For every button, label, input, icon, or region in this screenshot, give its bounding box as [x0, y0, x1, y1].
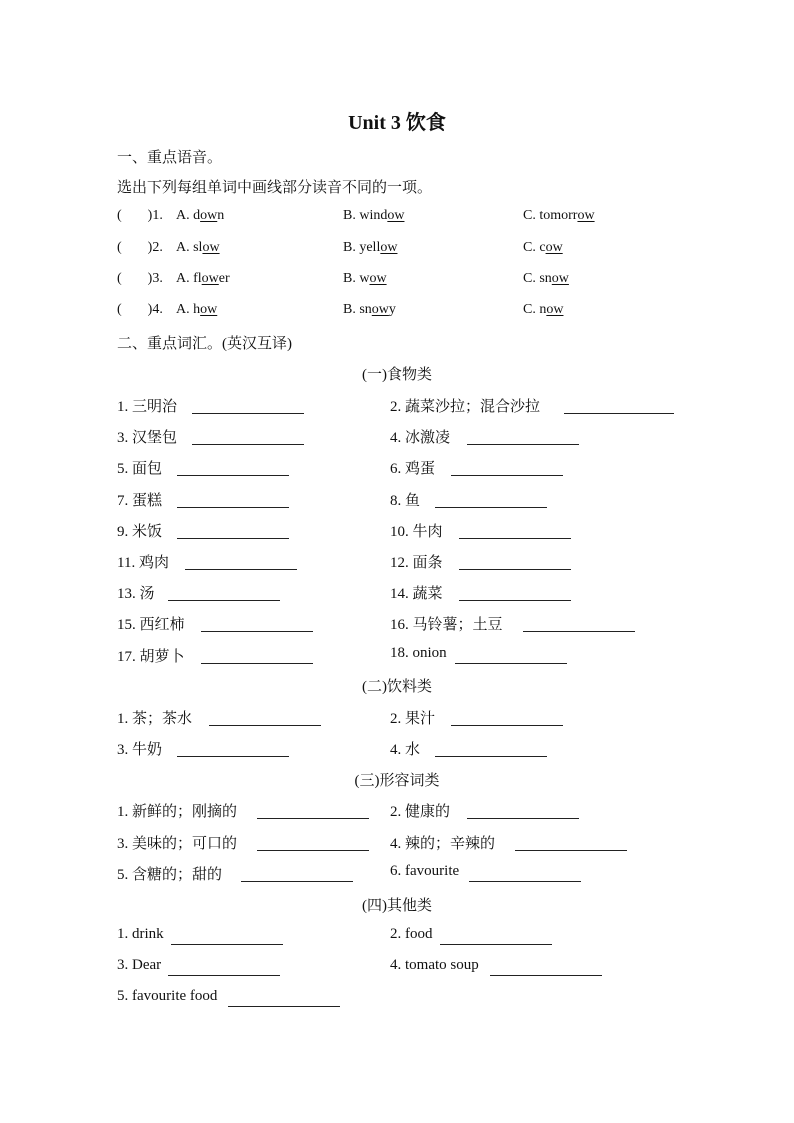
vocab-item-label: 4. tomato soup	[390, 957, 479, 973]
vocab-item-label: 4. 水	[390, 742, 421, 758]
option-c-underlined: ow	[551, 271, 569, 286]
question-number: )1.	[147, 208, 163, 223]
open-paren: (	[117, 208, 122, 223]
vocab-item-label: 9. 米饭	[117, 523, 163, 540]
option-a-underlined: ow	[202, 240, 220, 255]
vocab-item-label: 15. 西红柿	[117, 617, 185, 634]
option-a	[176, 208, 224, 224]
option-c-text: C. c	[523, 240, 546, 255]
option-c	[523, 271, 569, 287]
vocab-item-label: 11. 鸡肉	[117, 555, 169, 571]
section1-instruction: 选出下列每组单词中画线部分读音不同的一项。	[117, 180, 433, 196]
group-label-food: (一)食物类	[362, 367, 432, 383]
answer-bracket[interactable]	[117, 302, 163, 318]
option-b-underlined: ow	[369, 271, 387, 286]
answer-blank[interactable]	[209, 725, 321, 726]
option-b-text: B. w	[343, 271, 370, 286]
answer-blank[interactable]	[455, 663, 567, 664]
option-a	[176, 302, 217, 318]
answer-blank[interactable]	[459, 600, 571, 601]
option-a-underlined: ow	[200, 208, 218, 223]
option-c-text: C. sn	[523, 271, 552, 286]
answer-bracket[interactable]	[117, 208, 163, 224]
answer-blank[interactable]	[515, 850, 627, 851]
vocab-item-label: 1. 新鲜的；刚摘的	[117, 804, 238, 820]
option-b-text: B. wind	[343, 208, 388, 223]
vocab-item-label: 1. 茶；茶水	[117, 711, 193, 727]
answer-blank[interactable]	[257, 818, 369, 819]
vocab-item-label: 3. 美味的；可口的	[117, 835, 238, 852]
question-number: )3.	[147, 271, 163, 286]
answer-blank[interactable]	[467, 444, 579, 445]
option-a	[176, 240, 220, 256]
vocab-item-label: 4. 辣的；辛辣的	[390, 835, 496, 852]
answer-blank[interactable]	[177, 756, 289, 757]
answer-blank[interactable]	[440, 944, 552, 945]
option-c-underlined: ow	[577, 208, 595, 223]
option-b	[343, 302, 396, 318]
answer-blank[interactable]	[185, 569, 297, 570]
option-a-underlined: ow	[200, 302, 218, 317]
option-c	[523, 302, 563, 318]
vocab-item-label: 2. 蔬菜沙拉；混合沙拉	[390, 399, 541, 415]
answer-blank[interactable]	[228, 1006, 340, 1007]
group-label-adjectives: (三)形容词类	[354, 773, 440, 789]
question-number: )4.	[147, 302, 163, 317]
vocab-item-label: 6. favourite	[390, 863, 460, 879]
option-b-text: B. yell	[343, 240, 381, 255]
answer-blank[interactable]	[469, 881, 581, 882]
vocab-item-label: 1. 三明治	[117, 399, 178, 415]
option-a	[176, 271, 230, 287]
answer-bracket[interactable]	[117, 240, 163, 256]
option-a-text: A. fl	[176, 271, 202, 286]
option-b-text: B. sn	[343, 302, 372, 317]
vocab-item-label: 8. 鱼	[390, 492, 421, 509]
open-paren: (	[117, 240, 122, 255]
answer-blank[interactable]	[451, 475, 563, 476]
answer-blank[interactable]	[177, 507, 289, 508]
vocab-item-label: 2. 健康的	[390, 804, 451, 820]
answer-blank[interactable]	[177, 475, 289, 476]
answer-blank[interactable]	[168, 600, 280, 601]
answer-blank[interactable]	[192, 413, 304, 414]
vocab-item-label: 10. 牛肉	[390, 523, 443, 540]
answer-blank[interactable]	[257, 850, 369, 851]
vocab-item-label: 6. 鸡蛋	[390, 461, 436, 478]
option-a-text-end: er	[218, 271, 230, 286]
vocab-item-label: 5. 面包	[117, 461, 163, 478]
option-b	[343, 208, 404, 224]
answer-blank[interactable]	[177, 538, 289, 539]
vocab-item-label: 4. 冰激凌	[390, 430, 451, 447]
option-b-text-end: y	[388, 302, 396, 317]
option-c-underlined: ow	[545, 240, 563, 255]
answer-blank[interactable]	[192, 444, 304, 445]
option-a-underlined: ow	[201, 271, 219, 286]
answer-blank[interactable]	[523, 631, 635, 632]
answer-blank[interactable]	[435, 756, 547, 757]
vocab-item-label: 3. 牛奶	[117, 742, 163, 758]
option-c	[523, 240, 563, 256]
option-b-underlined: ow	[387, 208, 405, 223]
option-a-text: A. sl	[176, 240, 203, 255]
page-title: Unit 3 饮食	[348, 112, 446, 134]
section2-heading: 二、重点词汇。(英汉互译)	[117, 336, 292, 352]
vocab-item-label: 2. 果汁	[390, 711, 436, 727]
option-b-underlined: ow	[371, 302, 389, 317]
answer-blank[interactable]	[435, 507, 547, 508]
section1-heading: 一、重点语音。	[117, 150, 223, 166]
option-b	[343, 271, 387, 287]
option-a-text: A. d	[176, 208, 201, 223]
answer-bracket[interactable]	[117, 271, 163, 287]
answer-blank[interactable]	[201, 663, 313, 664]
option-c-text: C. tomorr	[523, 208, 578, 223]
question-number: )2.	[147, 240, 163, 255]
option-c	[523, 208, 595, 224]
answer-blank[interactable]	[467, 818, 579, 819]
answer-blank[interactable]	[451, 725, 563, 726]
option-b-underlined: ow	[380, 240, 398, 255]
answer-blank[interactable]	[241, 881, 353, 882]
vocab-item-label: 3. 汉堡包	[117, 430, 178, 447]
option-b	[343, 240, 397, 256]
vocab-item-label: 18. onion	[390, 644, 447, 661]
vocab-item-label: 1. drink	[117, 926, 164, 942]
option-a-text: A. h	[176, 302, 201, 317]
vocab-item-label: 5. 含糖的；甜的	[117, 867, 223, 883]
option-c-text: C. n	[523, 302, 547, 317]
vocab-item-label: 12. 面条	[390, 555, 443, 571]
vocab-item-label: 5. favourite food	[117, 988, 218, 1004]
answer-blank[interactable]	[459, 569, 571, 570]
vocab-item-label: 16. 马铃薯；土豆	[390, 617, 503, 634]
answer-blank[interactable]	[459, 538, 571, 539]
answer-blank[interactable]	[201, 631, 313, 632]
answer-blank[interactable]	[171, 944, 283, 945]
vocab-item-label: 13. 汤	[117, 586, 155, 603]
vocab-item-label: 17. 胡萝卜	[117, 648, 185, 665]
open-paren: (	[117, 271, 122, 286]
answer-blank[interactable]	[168, 975, 280, 976]
group-label-others: (四)其他类	[362, 898, 432, 914]
answer-blank[interactable]	[490, 975, 602, 976]
open-paren: (	[117, 302, 122, 317]
vocab-item-label: 14. 蔬菜	[390, 586, 443, 603]
option-c-underlined: ow	[546, 302, 564, 317]
option-a-text-end: n	[217, 208, 225, 223]
vocab-item-label: 2. food	[390, 926, 433, 942]
answer-blank[interactable]	[564, 413, 674, 414]
group-label-drinks: (二)饮料类	[362, 679, 432, 695]
vocab-item-label: 7. 蛋糕	[117, 492, 163, 509]
vocab-item-label: 3. Dear	[117, 957, 162, 973]
